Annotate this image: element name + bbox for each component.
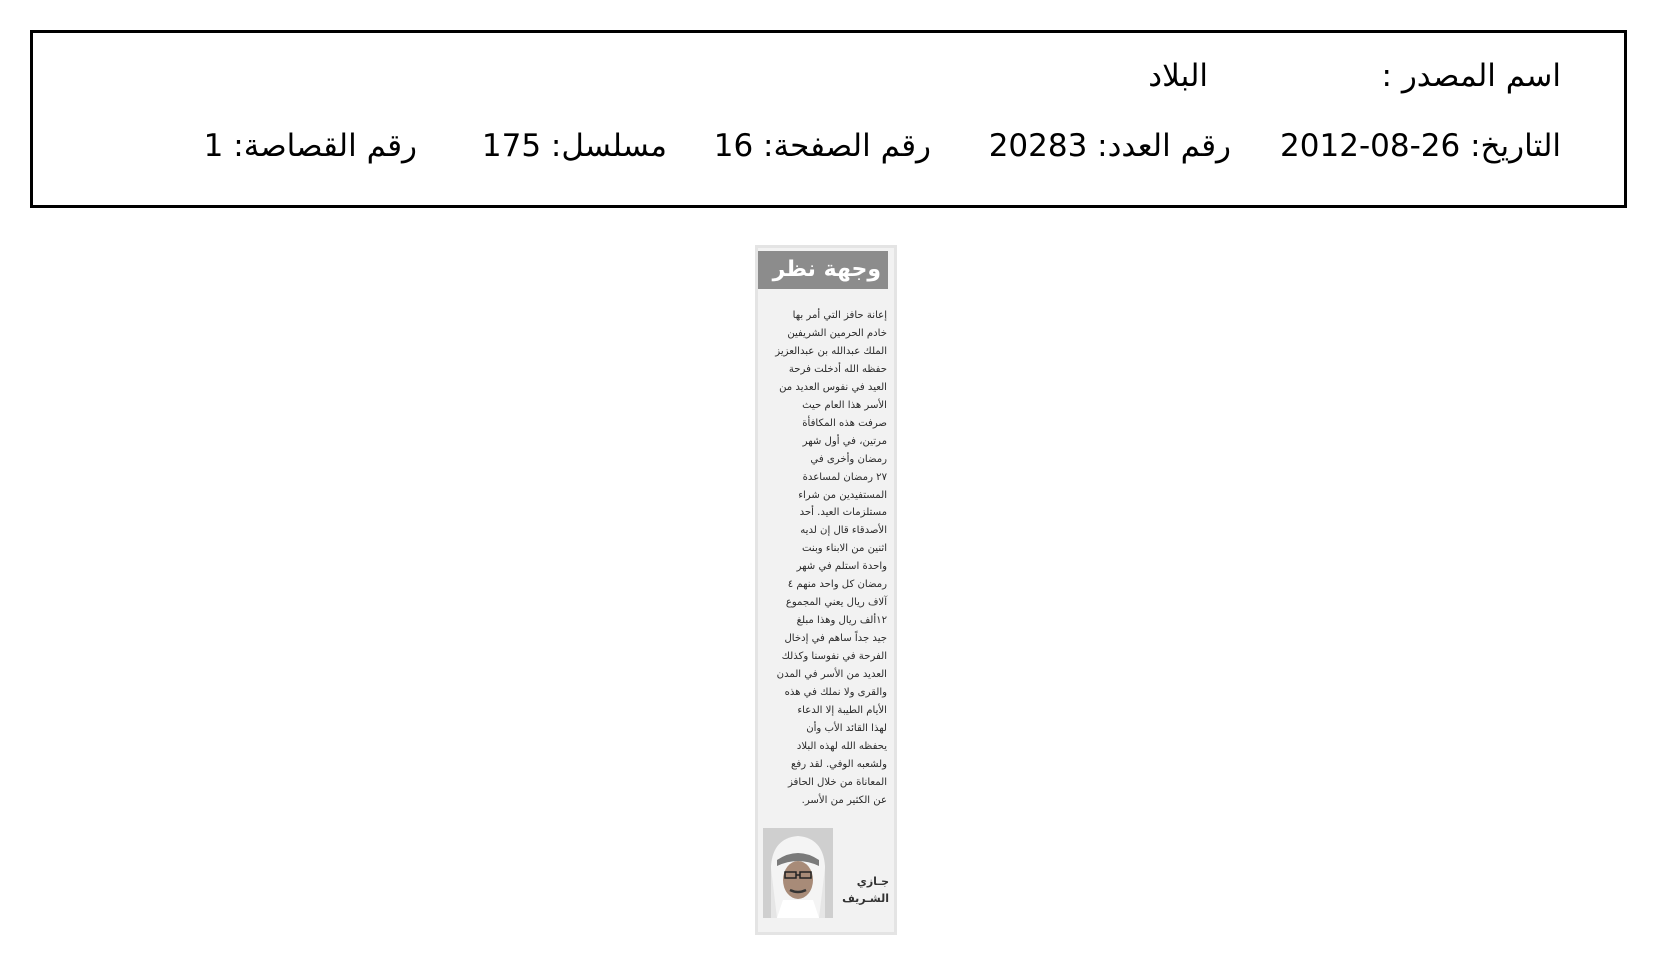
issue-number-field: رقم العدد: 20283 xyxy=(988,128,1231,164)
source-label: اسم المصدر : xyxy=(1381,58,1561,94)
author-last-name: الشـريف xyxy=(842,892,889,905)
author-first-name: جـازي xyxy=(856,875,889,888)
column-title: وجهة نظر xyxy=(758,251,888,289)
page-number-field: رقم الصفحة: 16 xyxy=(713,128,931,164)
metadata-box xyxy=(30,30,1627,208)
source-value: البلاد xyxy=(1148,58,1208,94)
newspaper-clipping xyxy=(755,245,897,935)
date-field: التاريخ: 26-08-2012 xyxy=(1280,128,1561,164)
author-photo xyxy=(763,828,833,918)
author-portrait-image xyxy=(763,828,833,918)
serial-field: مسلسل: 175 xyxy=(481,128,667,164)
article-body: إعانة حافز التي أمر بها خادم الحرمين الشريفين الملك عبدالله بن عبدالعزيز حفظه الله أدخلت فرحة العيد في نفوس العديد من الأسر هذا العام حيث صرفت هذه المكافأة مرتين، في أول شهر رمضان وأخرى في ٢٧ رمضان لمساعدة المستفيدين من شراء مستلزمات العيد. أحد الأصدقاء قال إن لديه اثنين من الابناء وبنت واحدة استلم في شهر رمضان كل واحد منهم ٤ آلاف ريال يعني المجموع ١٢ألف ريال وهذا مبلغ جيد جداً ساهم في إدخال الفرحة في نفوسنا وكذلك العديد من الأسر في المدن والقرى ولا نملك في هذه الأيام الطيبة إلا الدعاء لهذا القائد الأب وأن يحفظه الله لهذه البلاد ولشعبه الوفي. لقد رفع المعاناة من خلال الحافز عن الكثير من الأسر. xyxy=(775,310,887,806)
clip-number-field: رقم القصاصة: 1 xyxy=(203,128,417,164)
author-name xyxy=(835,873,889,907)
